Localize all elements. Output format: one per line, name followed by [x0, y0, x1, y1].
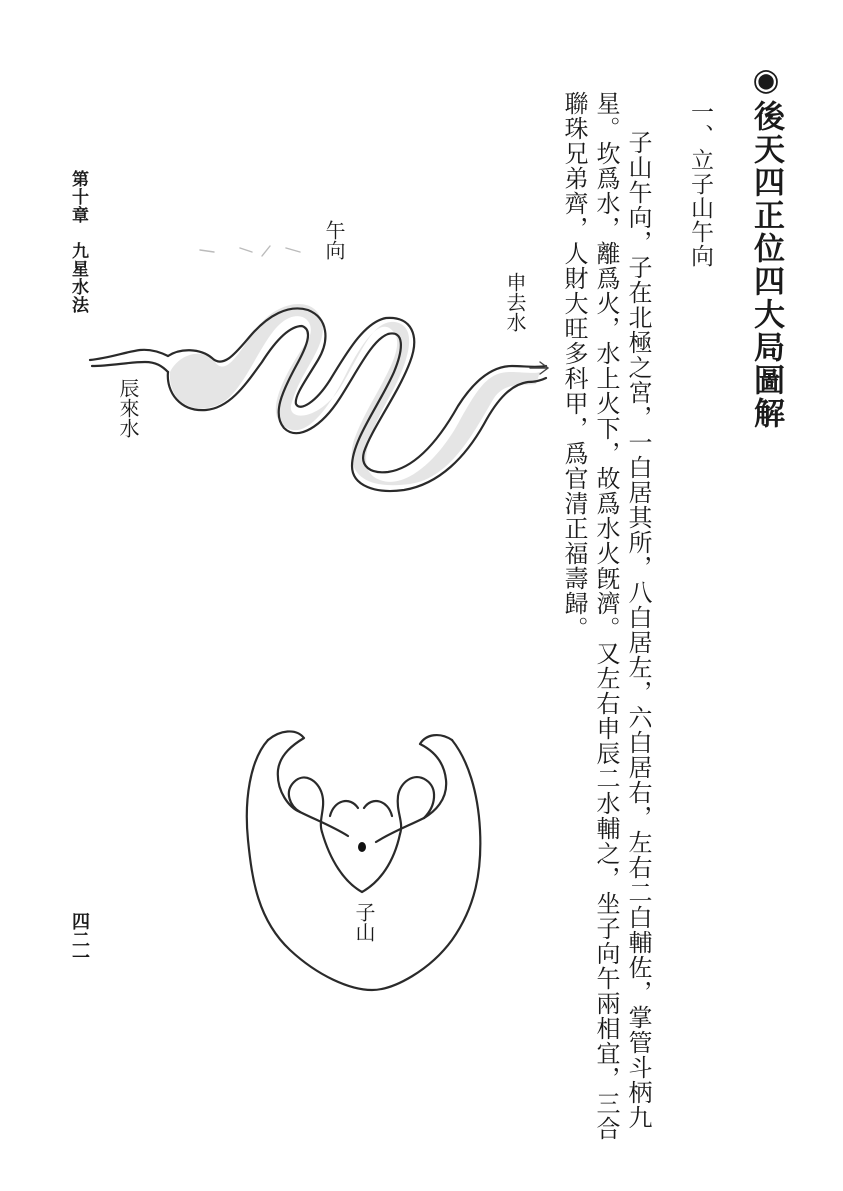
faint-marks — [200, 246, 300, 256]
body-text-line: 聯珠兄弟齊，人財大旺多科甲，爲官清正福壽歸。 — [560, 91, 588, 641]
water-course — [90, 304, 546, 491]
outflow-mark — [530, 362, 548, 374]
zi-shan-mountain — [247, 731, 481, 990]
zi-shan-dot — [358, 842, 366, 852]
label-shen-qu-shui: 申去水 — [503, 272, 527, 332]
section-subheading: 一、立子山午向 — [687, 100, 713, 268]
page-heading: ◉後天四正位四大局圖解 — [748, 62, 784, 430]
chapter-header: 第十章 九星水法 — [68, 170, 88, 314]
label-zi-shan: 子山 — [352, 902, 376, 942]
body-text-line: 星。坎爲水，離爲火，水上火下，故爲水火旣濟。又左右申辰二水輔之，坐子向午兩相宜，三合 — [592, 91, 620, 1141]
page-number: 四二一 — [69, 912, 90, 966]
body-text-line: 子山午向，子在北極之宮，一白居其所，八白居左，六白居右，左右二白輔佐，掌管斗柄九 — [624, 130, 652, 1130]
label-wu-xiang: 午向 — [322, 220, 346, 260]
label-chen-lai-shui: 辰來水 — [116, 378, 140, 438]
